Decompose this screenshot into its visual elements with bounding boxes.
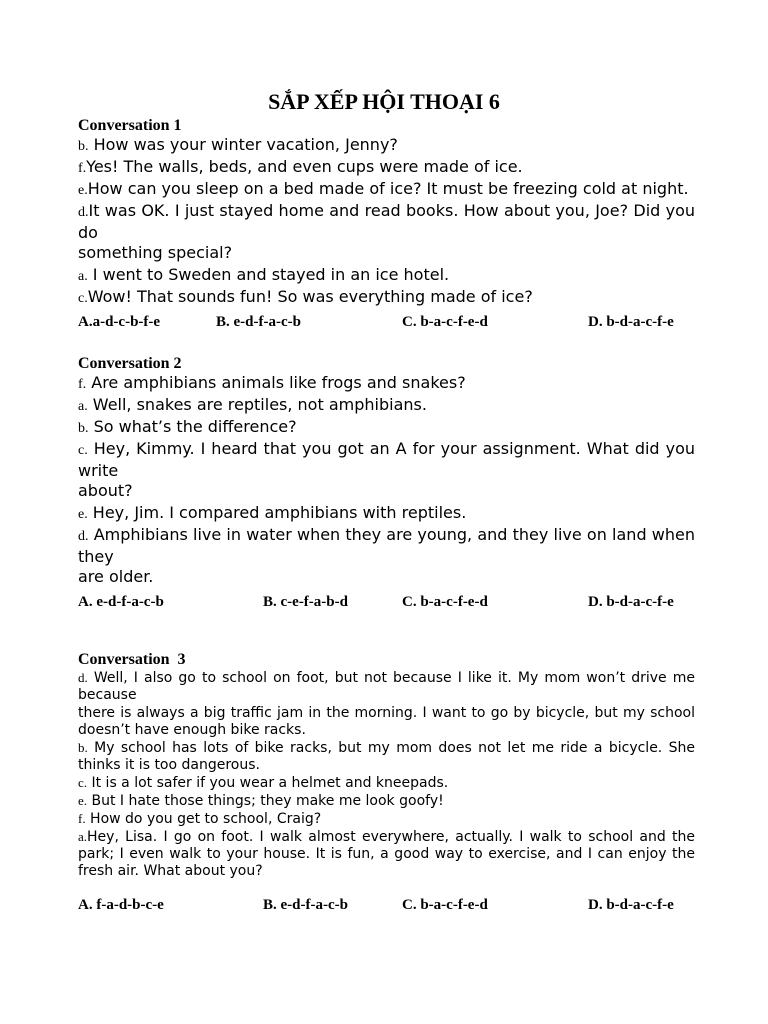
- conversation-heading: Conversation 2: [78, 355, 182, 372]
- answer-option-a: A.a-d-c-b-f-e: [78, 314, 161, 330]
- dialogue-line: [78, 417, 695, 439]
- line-text: It was OK. I just stayed home and read books. How about you, Joe? Did you do: [78, 201, 695, 242]
- line-text: Amphibians live in water when they are young, and they live on land when they: [78, 525, 695, 566]
- line-text: Hey, Jim. I compared amphibians with reptiles.: [87, 503, 467, 522]
- dialogue-line: [78, 567, 695, 589]
- answer-options: [78, 593, 695, 613]
- conversation-2: [78, 355, 695, 613]
- answer-option-a: A. f-a-d-b-c-e: [78, 897, 164, 913]
- line-letter: d.: [78, 670, 88, 685]
- dialogue-line: [78, 243, 695, 265]
- answer-option-d: D. b-d-a-c-f-e: [588, 314, 674, 330]
- dialogue-line: [78, 810, 695, 828]
- line-letter: c.: [78, 443, 88, 458]
- dialogue-line: [78, 135, 695, 157]
- line-letter: a.: [78, 269, 88, 284]
- conversation-1: [78, 117, 695, 333]
- line-text: I went to Sweden and stayed in an ice hotel.: [87, 265, 450, 284]
- line-letter: e.: [78, 793, 88, 808]
- line-text: Well, snakes are reptiles, not amphibians.: [87, 395, 427, 414]
- answer-options: [78, 896, 695, 916]
- page-title: SẮP XẾP HỘI THOẠI 6: [268, 89, 500, 114]
- line-letter: a.: [78, 829, 88, 844]
- line-letter: f.: [78, 161, 87, 176]
- answer-option-c: C. b-a-c-f-e-d: [402, 594, 488, 610]
- line-text: there is always a big traffic jam in the morning. I want to go by bicycle, but my school doesn’t have enough bike racks.: [78, 705, 695, 738]
- dialogue-line: [78, 739, 695, 774]
- line-text: How can you sleep on a bed made of ice? It must be freezing cold at night.: [87, 179, 689, 198]
- answer-option-a: A. e-d-f-a-c-b: [78, 594, 164, 610]
- line-text: Are amphibians animals like frogs and snakes?: [86, 373, 466, 392]
- line-letter: f.: [78, 377, 87, 392]
- dialogue-line: [78, 157, 695, 179]
- conversation-3: [78, 651, 695, 880]
- line-text: something special?: [78, 243, 233, 262]
- line-letter: b.: [78, 139, 89, 154]
- answer-option-b: B. e-d-f-a-c-b: [263, 897, 348, 913]
- line-letter: e.: [78, 183, 88, 198]
- line-letter: b.: [78, 421, 89, 436]
- line-letter: a.: [78, 399, 88, 414]
- dialogue-line: [78, 179, 695, 201]
- line-text: Hey, Lisa. I go on foot. I walk almost everywhere, actually. I walk to school and the park; I even walk to your house. It is fun, a good way to exercise, and I can enjoy the fresh air. What about you?: [78, 829, 695, 879]
- dialogue-line: [78, 439, 695, 481]
- line-letter: d.: [78, 529, 89, 544]
- line-text: But I hate those things; they make me look goofy!: [87, 793, 444, 809]
- dialogue-line: [78, 265, 695, 287]
- dialogue-line: [78, 201, 695, 243]
- dialogue-line: [78, 525, 695, 567]
- answer-option-b: B. e-d-f-a-c-b: [216, 314, 301, 330]
- line-letter: c.: [78, 775, 88, 790]
- line-letter: b.: [78, 740, 88, 755]
- dialogue-line: [78, 669, 695, 704]
- line-text: Yes! The walls, beds, and even cups were made of ice.: [86, 157, 523, 176]
- answer-option-b: B. c-e-f-a-b-d: [263, 594, 348, 610]
- dialogue-line: [78, 704, 695, 739]
- dialogue-line: [78, 481, 695, 503]
- line-text: It is a lot safer if you wear a helmet and kneepads.: [87, 775, 449, 791]
- dialogue-line: [78, 792, 695, 810]
- line-text: are older.: [78, 567, 154, 586]
- conversation-heading: Conversation 3: [78, 651, 186, 668]
- line-text: So what’s the difference?: [88, 417, 297, 436]
- line-letter: e.: [78, 507, 88, 522]
- line-text: How was your winter vacation, Jenny?: [88, 135, 398, 154]
- line-text: Wow! That sounds fun! So was everything made of ice?: [87, 287, 533, 306]
- answer-option-c: C. b-a-c-f-e-d: [402, 897, 488, 913]
- line-letter: f.: [78, 811, 86, 826]
- dialogue-line: [78, 828, 695, 880]
- dialogue-line: [78, 503, 695, 525]
- answer-options: [78, 313, 695, 333]
- dialogue-line: [78, 287, 695, 309]
- line-text: Well, I also go to school on foot, but not because I like it. My mom won’t drive me because: [78, 670, 695, 703]
- answer-option-d: D. b-d-a-c-f-e: [588, 594, 674, 610]
- answer-option-d: D. b-d-a-c-f-e: [588, 897, 674, 913]
- conversation-heading: Conversation 1: [78, 117, 182, 134]
- answer-option-c: C. b-a-c-f-e-d: [402, 314, 488, 330]
- line-letter: d.: [78, 205, 89, 220]
- line-text: about?: [78, 481, 133, 500]
- line-letter: c.: [78, 291, 88, 306]
- line-text: My school has lots of bike racks, but my mom does not let me ride a bicycle. She thinks it is too dangerous.: [78, 740, 695, 773]
- dialogue-line: [78, 774, 695, 792]
- line-text: How do you get to school, Craig?: [85, 811, 322, 827]
- dialogue-line: [78, 395, 695, 417]
- line-text: Hey, Kimmy. I heard that you got an A for your assignment. What did you write: [78, 439, 695, 480]
- dialogue-line: [78, 373, 695, 395]
